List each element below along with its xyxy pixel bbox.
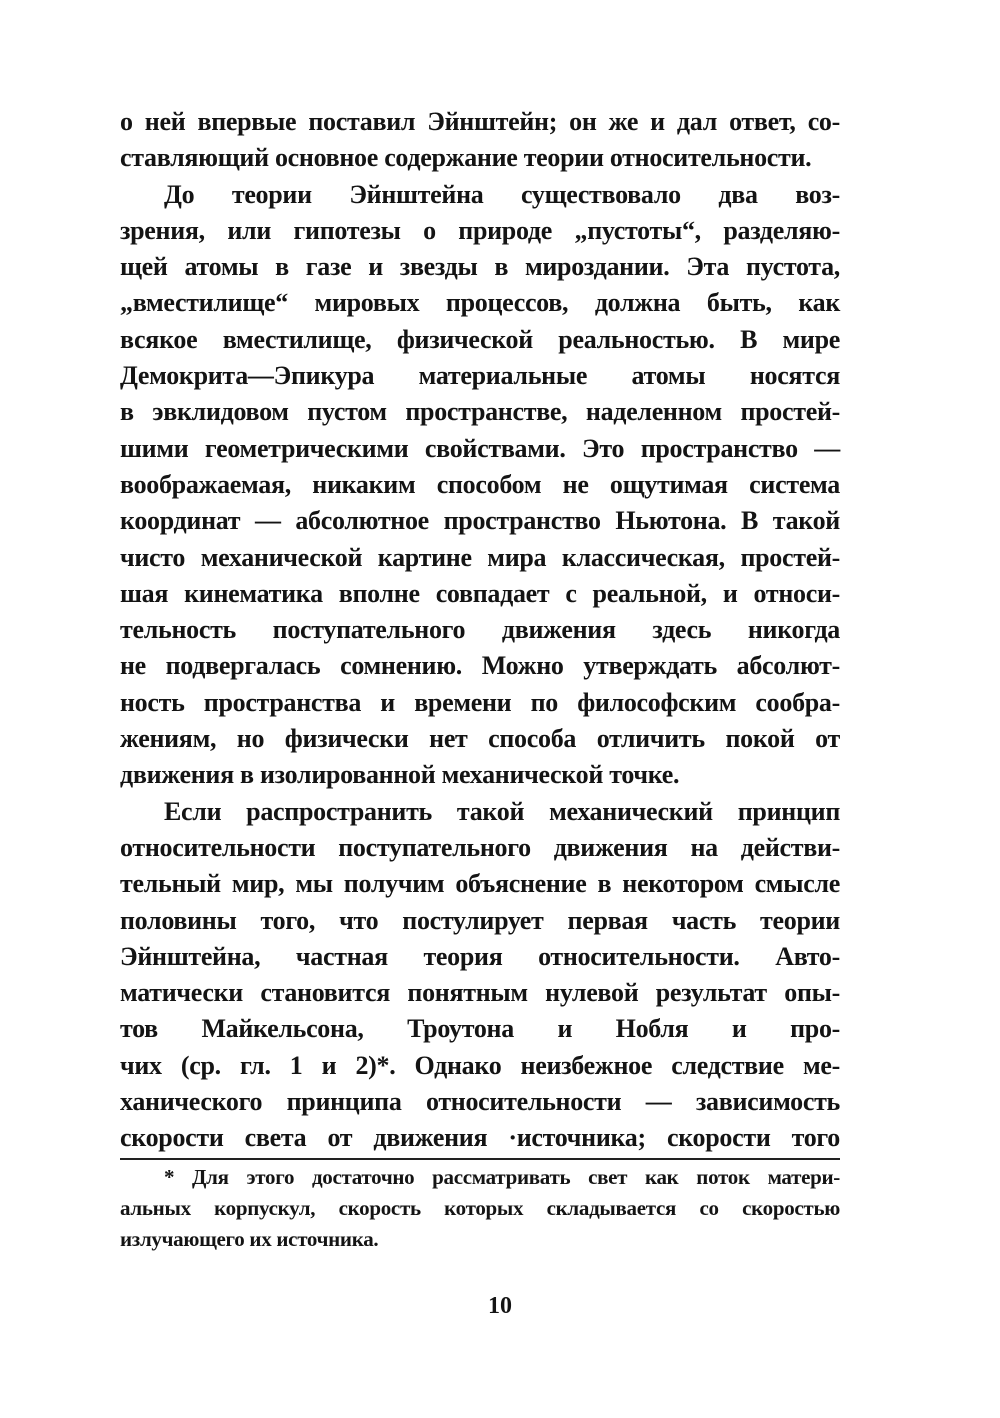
text-line: скорости света от движения ·источника; скорости того [120,1123,840,1153]
text-line: щей атомы в газе и звезды в мироздании. Эта пустота, [120,252,840,282]
text-line: Если распространить такой механический принцип [164,796,840,826]
footnote-line: * Для этого достаточно рассматривать свет как поток матери- [164,1165,840,1189]
text-line: тов Майкельсона, Троутона и Нобля и про- [120,1014,840,1044]
text-line: не подвергалась сомнению. Можно утверждать абсолют- [120,651,840,681]
text-line: ность пространства и времени по философским сообра- [120,687,840,717]
text-line: всякое вместилище, физической реальностью. В мире [120,324,840,354]
text-line: шая кинематика вполне совпадает с реальной, и относи- [120,578,840,608]
text-line: жениям, но физически нет способа отличить покой от [120,724,840,754]
text-line: тельность поступательного движения здесь никогда [120,615,840,645]
text-line: ханического принципа относительности — зависимость [120,1087,840,1117]
text-line: в эвклидовом пустом пространстве, наделенном простей- [120,397,840,427]
text-line: матически становится понятным нулевой результат опы- [120,978,840,1008]
text-line: зрения, или гипотезы о природе „пустоты“, разделяю- [120,215,840,245]
text-line: координат — абсолютное пространство Ньютона. В такой [120,506,840,536]
page-number: 10 [488,1293,512,1319]
footnote [120,1162,840,1255]
text-line: ставляющий основное содержание теории относительности. [120,143,812,173]
text-line: Демокрита—Эпикура материальные атомы носятся [120,361,840,391]
text-line: воображаемая, никаким способом не ощутимая система [120,469,840,499]
text-line: чисто механической картине мира классическая, простей- [120,542,840,572]
text-line: До теории Эйнштейна существовало два воз- [164,179,840,209]
text-line: Эйнштейна, частная теория относительности. Авто- [120,941,840,971]
footnote-line: альных корпускул, скорость которых складывается со скоростью [120,1196,840,1220]
text-line: движения в изолированной механической точке. [120,760,680,790]
text-line: „вместилище“ мировых процессов, должна быть, как [120,288,840,318]
footnote-divider [120,1158,840,1160]
text-line: относительности поступательного движения на действи- [120,832,840,862]
text-line: половины того, что постулирует первая часть теории [120,905,840,935]
text-line: шими геометрическими свойствами. Это пространство — [120,433,840,463]
text-line: тельный мир, мы получим объяснение в некотором смысле [120,869,840,899]
text-line: чих (ср. гл. 1 и 2)*. Однако неизбежное следствие ме- [120,1050,840,1080]
main-text [120,104,840,1157]
footnote-line: излучающего их источника. [120,1227,379,1251]
text-line: о ней впервые поставил Эйнштейн; он же и дал ответ, со- [120,107,840,136]
